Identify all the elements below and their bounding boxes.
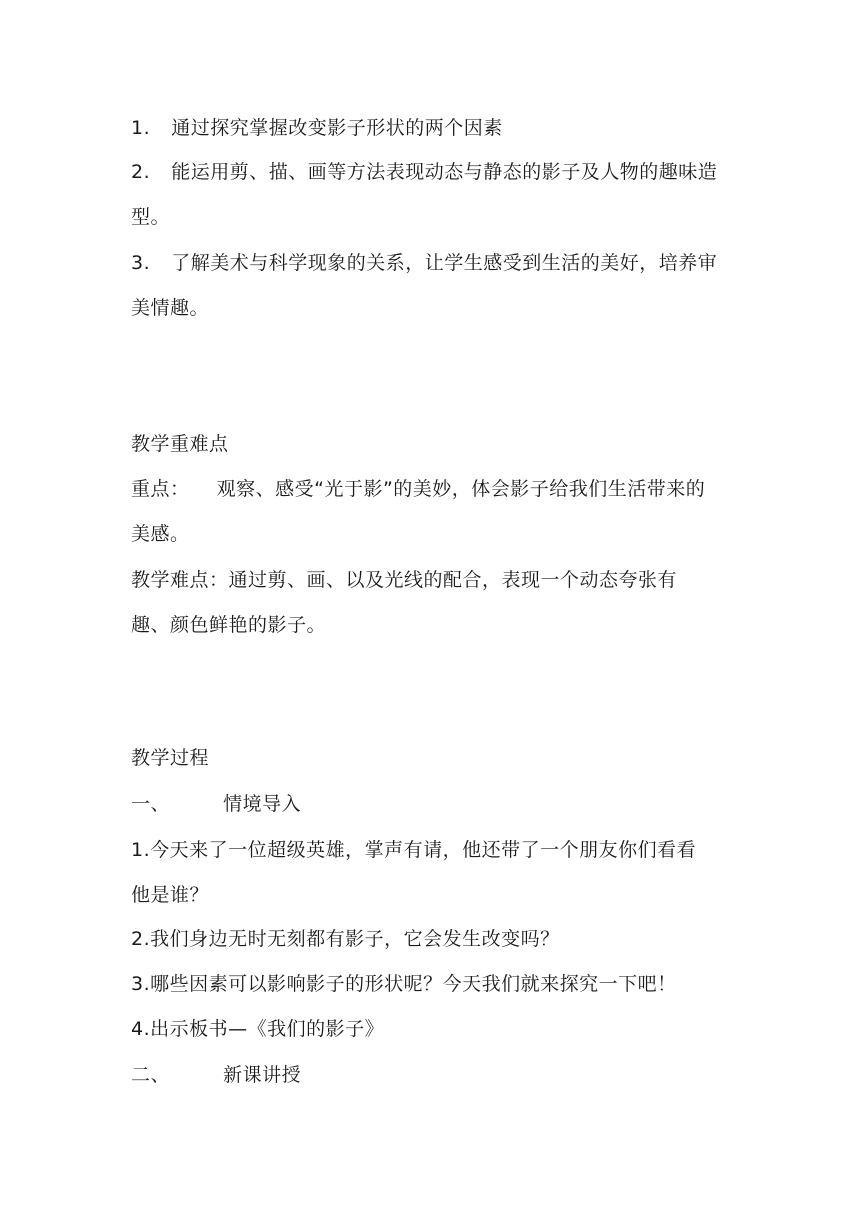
- objective-text: 能运用剪、描、画等方法表现动态与静态的影子及人物的趣味造: [171, 161, 718, 183]
- focus-continuation: 美感。: [131, 523, 190, 545]
- key-points-heading: 教学重难点: [131, 433, 229, 455]
- objective-3-continuation: 美情趣。: [131, 297, 210, 319]
- section-title: 情境导入: [223, 793, 302, 815]
- objective-3: [131, 251, 717, 275]
- process-heading: 教学过程: [131, 747, 210, 769]
- section-2-heading: [131, 1063, 301, 1087]
- list-item: 3.哪些因素可以影响影子的形状呢？今天我们就来探究一下吧！: [131, 973, 677, 995]
- section-number: 一、: [131, 793, 171, 815]
- section-number: 二、: [131, 1064, 171, 1086]
- section-1-heading: [131, 792, 301, 816]
- difficulty-point: 教学难点：通过剪、画、以及光线的配合，表现一个动态夸张有: [131, 569, 678, 591]
- list-item-continuation: 他是谁？: [131, 884, 210, 906]
- objective-number: 1.: [131, 117, 151, 139]
- objective-1: [131, 116, 503, 140]
- objective-2-continuation: 型。: [131, 206, 171, 228]
- focus-point: [131, 477, 705, 501]
- difficulty-continuation: 趣、颜色鲜艳的影子。: [131, 614, 327, 636]
- objective-number: 3.: [131, 252, 151, 274]
- objective-text: 通过探究掌握改变影子形状的两个因素: [171, 117, 503, 139]
- objective-number: 2.: [131, 161, 151, 183]
- objective-text: 了解美术与科学现象的关系，让学生感受到生活的美好，培养审: [171, 252, 718, 274]
- section-title: 新课讲授: [223, 1064, 302, 1086]
- list-item: 1.今天来了一位超级英雄，掌声有请，他还带了一个朋友你们看看: [131, 839, 697, 861]
- list-item: 4.出示板书—《我们的影子》: [131, 1018, 385, 1040]
- objective-2: [131, 160, 717, 184]
- focus-label: 重点：: [131, 478, 190, 500]
- list-item: 2.我们身边无时无刻都有影子，它会发生改变吗？: [131, 928, 560, 950]
- focus-text: 观察、感受“光于影”的美妙，体会影子给我们生活带来的: [216, 478, 706, 500]
